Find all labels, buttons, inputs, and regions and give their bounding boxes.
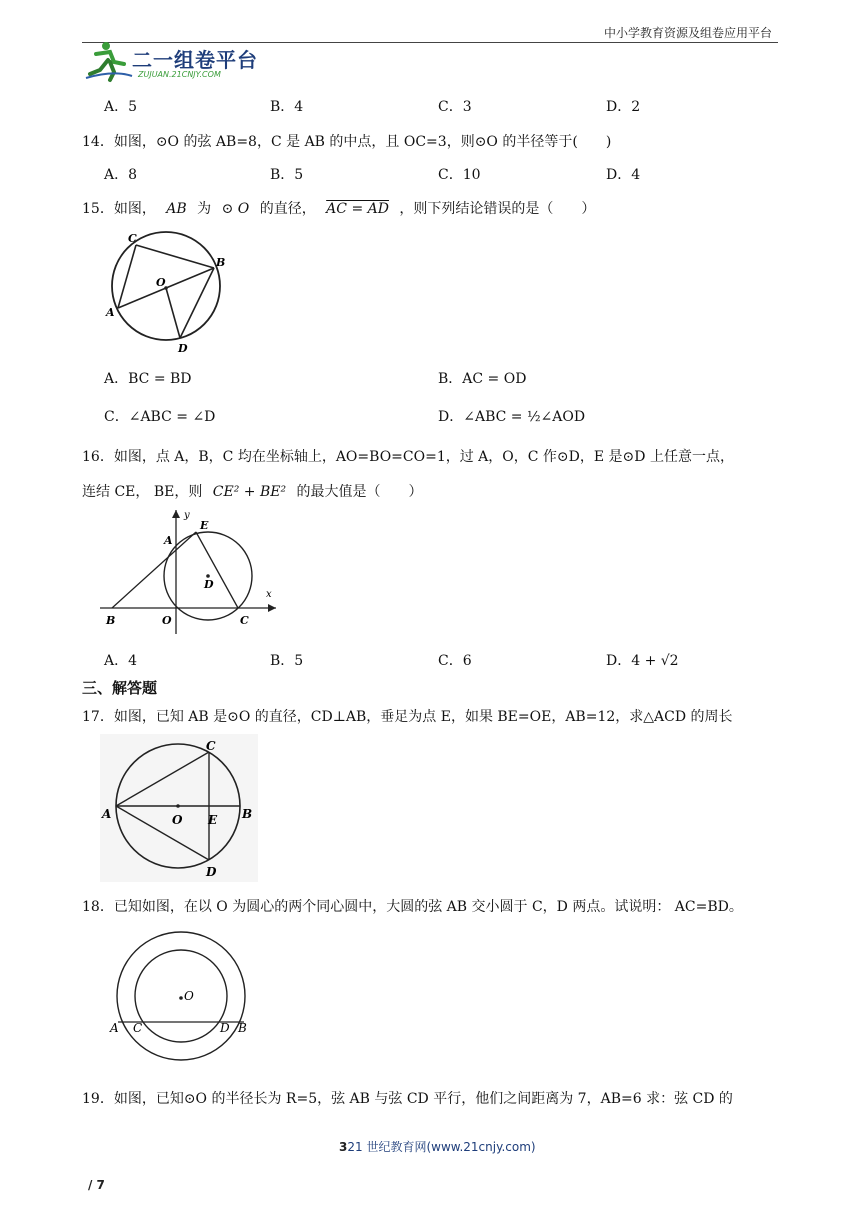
q16-label-x: x [266, 589, 272, 600]
q18-label-c: C [133, 1021, 143, 1035]
q15-math-ab: AB [166, 201, 187, 217]
q16-option-b: B．5 [270, 653, 304, 669]
q16-option-d: D．4 + √2 [606, 653, 679, 669]
q16-label-a: A [164, 534, 173, 547]
q16-label-d: D [204, 578, 214, 591]
q19-text: 19．如图，已知⊙O 的半径长为 R=5，弦 AB 与弦 CD 平行，他们之间距离为 7，AB=6 求：弦 CD 的 [82, 1091, 733, 1107]
q14-option-c: C．10 [438, 167, 481, 183]
q13-option-b: B．4 [270, 99, 304, 115]
q15-option-d: D．∠ABC = ½∠AOD [438, 409, 586, 425]
footer-site: 21 世纪教育网(www.21cnjy.com) [347, 1140, 536, 1154]
q17-label-b: B [242, 807, 253, 821]
q15-label-d: D [178, 342, 188, 355]
q18-label-d: D [220, 1021, 230, 1035]
q13-option-c: C．3 [438, 99, 472, 115]
q17-label-d: D [206, 865, 217, 879]
q15-math-arcs: AC = AD [326, 201, 389, 217]
q13-option-a: A．5 [104, 99, 138, 115]
q17-figure [100, 734, 258, 882]
q15-label-b: B [216, 256, 226, 269]
q18-figure [102, 928, 262, 1074]
logo-title: 二一组卷平台 [132, 48, 258, 72]
q15-text: 15．如图， AB 为 ⊙ O 的直径， AC = AD ，则下列结论错误的是（ ） [82, 201, 596, 217]
q14-option-d: D．4 [606, 167, 641, 183]
q16-label-o: O [162, 614, 172, 627]
footer-total-pages: / 7 [88, 1178, 105, 1192]
q16-line2: 连结 CE， BE，则 CE² + BE² 的最大值是（ ） [82, 484, 423, 500]
q17-label-o: O [172, 813, 183, 827]
platform-name: 中小学教育资源及组卷应用平台 [603, 26, 772, 40]
q16-line1: 16．如图，点 A，B，C 均在坐标轴上，AO=BO=CO=1，过 A，O，C 作⊙D，E 是⊙D 上任意一点， [82, 449, 734, 465]
q17-label-a: A [102, 807, 112, 821]
q15-option-c: C．∠ABC = ∠D [104, 409, 216, 425]
q16-label-c: C [240, 614, 249, 627]
q18-label-a: A [110, 1021, 119, 1035]
q13-option-d: D．2 [606, 99, 641, 115]
q18-label-o: O [184, 989, 194, 1003]
logo [84, 40, 284, 84]
q15-label-c: C [128, 232, 137, 245]
q16-figure [96, 506, 286, 640]
q14-option-b: B．5 [270, 167, 304, 183]
q16-label-b: B [106, 614, 116, 627]
q15-option-b: B．AC = OD [438, 371, 527, 387]
q15-option-a: A．BC = BD [104, 371, 192, 387]
q18-text: 18．已知如图，在以 O 为圆心的两个同心圆中，大圆的弦 AB 交小圆于 C，D 两点。试说明： AC=BD。 [82, 899, 743, 915]
q16-label-y: y [184, 510, 190, 521]
q17-label-e: E [208, 813, 218, 827]
q18-label-b: B [238, 1021, 247, 1035]
q14-text: 14．如图，⊙O 的弦 AB=8，C 是 AB 的中点，且 OC=3，则⊙O 的半径等于( ) [82, 134, 612, 150]
q15-label-o: O [156, 276, 166, 289]
q16-option-a: A．4 [104, 653, 138, 669]
q14-option-a: A．8 [104, 167, 138, 183]
q15-label-a: A [106, 306, 115, 319]
footer-center [339, 1138, 536, 1155]
q17-label-c: C [206, 739, 216, 753]
q16-label-e: E [200, 519, 209, 532]
logo-subtitle: ZUJUAN.21CNJY.COM [138, 70, 221, 79]
q15-figure [100, 228, 240, 362]
footer-page-number: 3 [339, 1140, 348, 1154]
q15-math-circle: ⊙ O [221, 201, 250, 217]
q16-math: CE² + BE² [212, 484, 287, 500]
section-heading: 三、解答题 [82, 679, 158, 697]
q17-text: 17．如图，已知 AB 是⊙O 的直径，CD⊥AB，垂足为点 E，如果 BE=OE，AB=12，求△ACD 的周长 [82, 709, 733, 725]
q16-option-c: C．6 [438, 653, 472, 669]
